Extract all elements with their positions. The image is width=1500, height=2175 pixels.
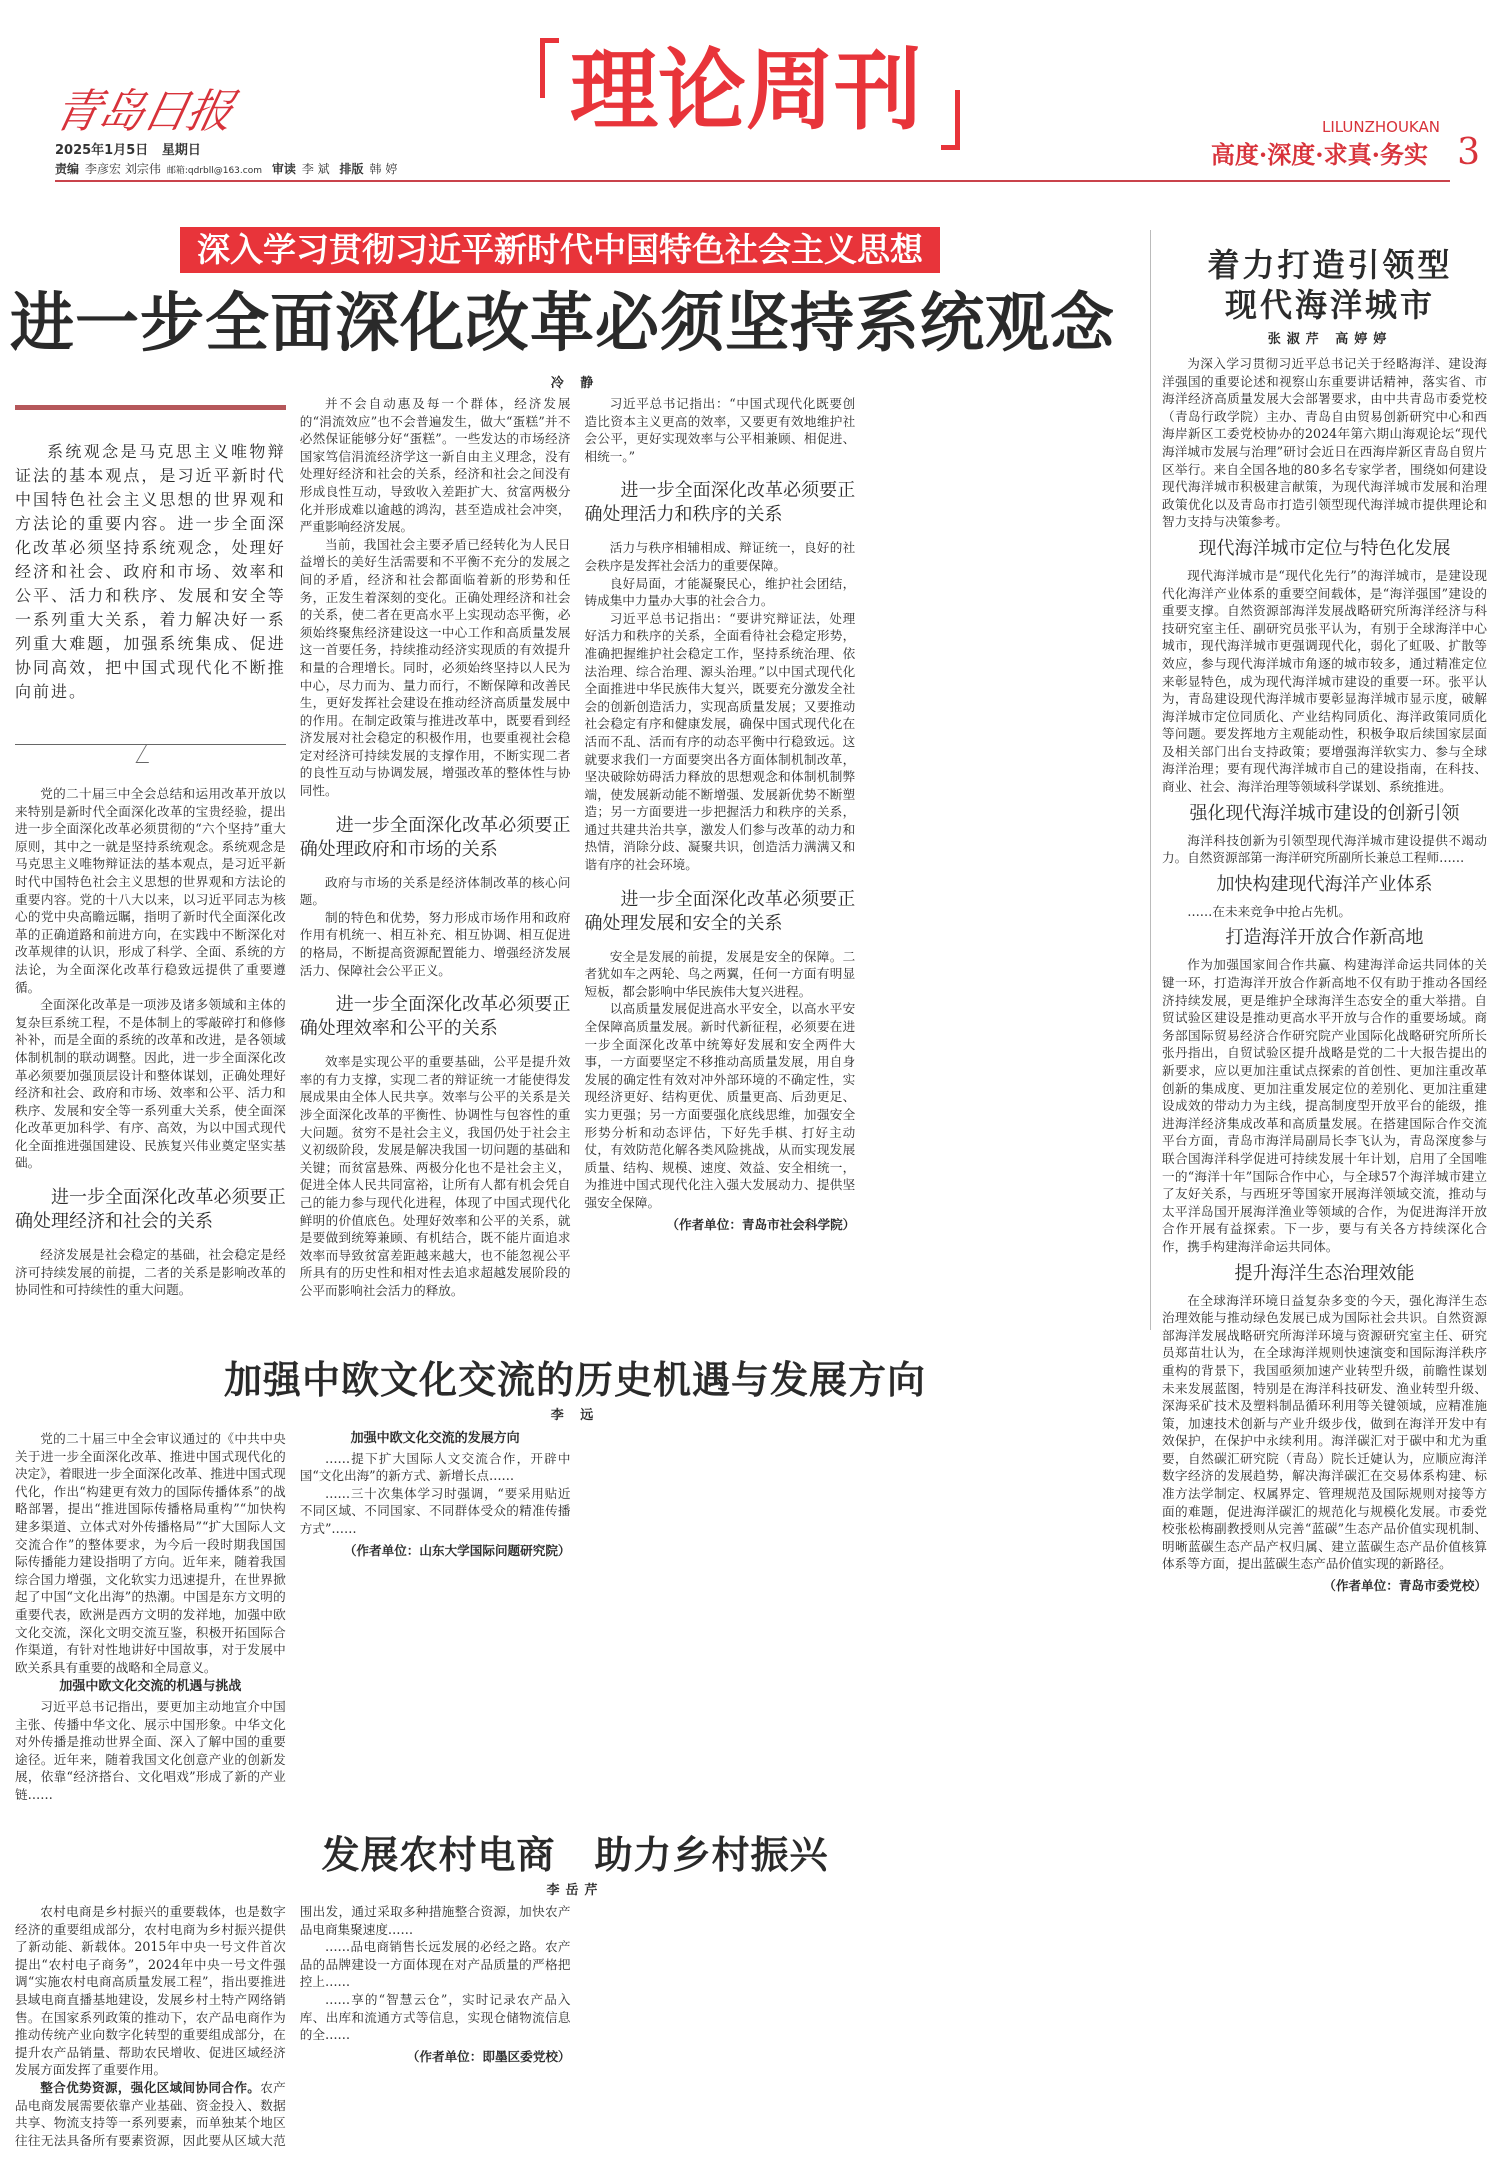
section-heading: 加强中欧文化交流的机遇与挑战 <box>59 1679 242 1695</box>
paragraph: ……享的“智慧云仓”，实时记录农产品入库、出库和流通方式等信息，实现仓储物流信息的全…… <box>299 1991 571 2043</box>
masthead <box>540 30 960 150</box>
section-heading: 进一步全面深化改革必须要正确处理经济和社会的关系 <box>15 1187 286 1233</box>
paragraph: 活力与秩序相辅相成、辩证统一，良好的社会秩序是发挥社会活力的重要保障。 <box>584 540 856 573</box>
section-heading: 提升海洋生态治理效能 <box>1234 1262 1415 1284</box>
paragraph: 现代海洋城市是“现代化先行”的海洋城市，是建设现代化海洋产业体系的重要空间载体，是“海洋强国”建设的重要支撑。自然资源部海洋发展战略研究所海洋经济与科技研究室主任、副研究员张平认为，有别于全球海洋中心城市，现代海洋城市更强调现代化，弱化了虹吸、扩散等效应，参与现代海洋城市角逐的城市较多，通过精准定位来彰显特色，成为现代海洋城市建设的重要一环。张平认为，青岛建设现代海洋城市要彰显海洋城市显示度，破解海洋城市定位同质化、产业结构同质化、海洋政策同质化等问题。要发挥地方主观能动性，积极争取后续国家层面及相关部门出台支持政策；要增强海洋软实力、参与全球海洋治理；要有现代海洋城市自己的建设指南，在科技、商业、社会、海洋治理等领域科学谋划、系统推进。 <box>1162 567 1487 795</box>
paragraph: ……品电商销售长远发展的必经之路。农产品的品牌建设一方面体现在对产品质量的严格把控上…… <box>299 1939 571 1990</box>
issue-date: 2025年1月5日 <box>55 143 149 158</box>
abstract-top-rule <box>15 405 286 410</box>
paragraph: ……在未来竞争中抢占先机。 <box>1187 903 1351 919</box>
main-byline: 冷 静 <box>550 376 600 391</box>
masthead-title: 理论周刊 <box>570 38 923 142</box>
article-abstract <box>15 405 286 769</box>
article-two-body <box>15 1430 1140 1815</box>
paragraph: 习近平总书记指出：“要讲究辩证法，处理好活力和秩序的关系，全面看待社会稳定形势，准确把握维护社会稳定工作，坚持系统治理、依法治理、综合治理、源头治理。”以中国式现代化全面推进中华民族伟大复兴，既要充分激发全社会的创新创造活力，实现高质量发展；又要推动社会稳定有序和健康发展，确保中国式现代化在活而不乱、活而有序的动态平衡中行稳致远。这就要求我们一方面要突出各方面体制机制改革，坚决破除妨碍活力释放的思想观念和体制机制弊端，使发展新动能不断增强、发展新优势不断塑造；另一方面要进一步把握活力和秩序的关系，通过共建共治共享，激发人们参与改革的动力和热情，消除分歧、凝聚共识，创造活力满满又和谐有序的社会环境。 <box>584 610 856 873</box>
section-heading: 现代海洋城市定位与特色化发展 <box>1198 537 1451 559</box>
bracket-right-icon <box>941 90 960 150</box>
editor-email: 邮箱:qdrbll@163.com <box>166 166 262 176</box>
editor-names: 李彦宏 刘宗伟 <box>85 162 161 176</box>
main-article-body <box>15 395 1140 1330</box>
author-affiliation: （作者单位：山东大学国际问题研究院） <box>343 1542 571 1558</box>
bracket-left-icon <box>540 38 559 98</box>
section-heading: 打造海洋开放合作新高地 <box>1225 927 1424 949</box>
article-two-byline: 李 远 <box>550 1408 600 1423</box>
layout-label: 排版 <box>339 162 364 176</box>
article-two-headline: 加强中欧文化交流的历史机遇与发展方向 <box>223 1357 926 1402</box>
column-divider <box>1150 230 1151 1330</box>
column-banner: 深入学习贯彻习近平新时代中国特色社会主义思想 <box>180 227 940 273</box>
page-number: 3 <box>1457 132 1480 173</box>
paragraph-text: 农产品电商发展需要依靠产业基础、资金投入、数据共享、物流支持等一系列要素，而单独某个地区往往无法具备所有要素资源，因此要从区域大范围出发，通过采取多种措施整合资源，加快农产品电商集聚速度…… <box>15 1904 571 2148</box>
section-heading: 加快构建现代海洋产业体系 <box>1216 873 1433 895</box>
right-headline-line2: 现代海洋城市 <box>1224 286 1435 324</box>
paragraph-lead: 整合优势资源，强化区域间协同合作。 <box>40 2079 261 2095</box>
paragraph: 为深入学习贯彻习近平总书记关于经略海洋、建设海洋强国的重要论述和视察山东重要讲话精神，落实省、市海洋经济高质量发展大会部署要求，由中共青岛市委党校（青岛行政学院）主办、青岛自由贸易创新研究中心和西海岸新区工委党校协办的2024年第六期山海观论坛“现代海洋城市发展与治理”研讨会近日在西海岸新区青岛自贸片区举行。来自全国各地的80多名专家学者，围绕如何建设现代海洋城市积极建言献策，为现代海洋城市发展和治理政策优化以及青岛市打造引领型现代海洋城市提供理论和智力支持与决策参考。 <box>1162 356 1487 530</box>
paragraph: 当前，我国社会主要矛盾已经转化为人民日益增长的美好生活需要和不平衡不充分的发展之间的矛盾，经济和社会都面临着新的形势和任务，正发生着深刻的变化。正确处理经济和社会的关系，使二者在更高水平上实现动态平衡，必须始终聚焦经济建设这一中心工作和高质量发展这一首要任务，持续推动经济实现质的有效提升和量的合理增长。同时，必须始终坚持以人民为中心，尽力而为、量力而行，不断保障和改善民生，更好发挥社会建设在推动经济高质量发展中的作用。在制定政策与推进改革中，既要看到经济发展对社会稳定的积极作用，也要重视社会稳定对经济可持续发展的支撑作用，不断实现二者的良性互动与协调发展，增强改革的整体性与协同性。 <box>299 536 571 799</box>
paragraph: 党的二十届三中全会总结和运用改革开放以来特别是新时代全面深化改革的宝贵经验，提出进一步全面深化改革必须贯彻的“六个坚持”重大原则，其中之一就是坚持系统观念。系统观念是马克思主义唯物辩证法的基本观点，是习近平新时代中国特色社会主义思想的世界观和方法论的重要内容。党的十八大以来，以习近平同志为核心的党中央高瞻远瞩，指明了新时代全面深化改革的正确道路和前进方向，在实践中不断深化对改革规律的认识，形成了科学、全面、系统的方法论，为全面深化改革行稳致远提供了重要遵循。 <box>15 786 286 995</box>
paragraph: 海洋科技创新为引领型现代海洋城市建设提供不竭动力。自然资源部第一海洋研究所副所长兼总工程师…… <box>1162 832 1487 866</box>
section-heading: 进一步全面深化改革必须要正确处理活力和秩序的关系 <box>584 480 856 526</box>
paragraph: 习近平总书记指出：“中国式现代化既要创造比资本主义更高的效率，又要更有效地维护社会公平，更好实现效率与公平相兼顾、相促进、相统一。” <box>584 396 856 464</box>
section-heading: 进一步全面深化改革必须要正确处理效率和公平的关系 <box>299 994 571 1040</box>
masthead-pinyin: LILUNZHOUKAN <box>1322 118 1440 136</box>
author-affiliation: （作者单位：即墨区委党校） <box>406 2048 571 2064</box>
right-article-body <box>1162 355 1487 2170</box>
paragraph: 作为加强国家间合作共赢、构建海洋命运共同体的关键一环，打造海洋开放合作新高地不仅有助于推动各国经济持续发展，更是维护全球海洋生态安全的重大举措。自贸试验区建设是推动更高水平开放与合作的重要场域。商务部国际贸易经济合作研究院产业国际化战略研究所所长张丹指出，自贸试验区提升战略是党的二十大报告提出的新要求，应以更加注重试点探索的首创性、更加注重改革创新的集成度、更加注重发展定位的差别化、更加注重建设成效的带动力为主线，提高制度型开放平台的能级，推进海洋经济集成改革和高质量发展。在搭建国际合作交流平台方面，青岛市海洋局副局长李飞认为，青岛深度参与联合国海洋科学促进可持续发展十年计划，启用了全国唯一的“海洋十年”国际合作中心，与全球57个海洋城市建立了友好关系，与西班牙等国家开展海洋领域交流，推动与太平洋岛国开展海洋渔业等领域的合作，为促进海洋开放合作开展有益探索。下一步，要与有关各方持续深化合作，携手构建海洋命运共同体。 <box>1162 957 1487 1254</box>
paragraph: 农村电商是乡村振兴的重要载体，也是数字经济的重要组成部分，农村电商为乡村振兴提供了新动能、新载体。2015年中央一号文件首次提出“农村电子商务”，2024年中央一号文件强调“实施农村电商高质量发展工程”，指出要推进县域电商直播基地建设，发展乡村土特产网络销售。在国家系列政策的推动下，农产品电商作为推动传统产业向数字化转型的重要组成部分，在提升农产品销量、帮助农民增收、促进区域经济发展方面发挥了重要作用。 <box>15 1904 286 2078</box>
masthead-slogan: 高度·深度·求真·务实 <box>1210 140 1428 169</box>
reviewer-name: 李 斌 <box>301 162 330 176</box>
abstract-text: 系统观念是马克思主义唯物辩证法的基本观点，是习近平新时代中国特色社会主义思想的世界观和方法论的重要内容。进一步全面深化改革必须坚持系统观念，处理好经济和社会、政府和市场、效率和公平、活力和秩序、发展和安全等一系列重大关系，着力解决好一系列重大难题，加强系统集成、促进协同高效，把中国式现代化不断推向前进。 <box>15 442 286 701</box>
paragraph: 党的二十届三中全会审议通过的《中共中央关于进一步全面深化改革、推进中国式现代化的决定》，着眼进一步全面深化改革、推进中国式现代化，作出“构建更有效力的国际传播体系”的战略部署，提出“推进国际传播格局重构”“加快构建多渠道、立体式对外传播格局”“扩大国际人文交流合作”的整体要求，为今后一段时期我国国际传播能力建设指明了方向。近年来，随着我国综合国力增强，文化软实力迅速提升，在世界掀起了中国“文化出海”的热潮。中国是东方文明的重要代表，欧洲是西方文明的发祥地，加强中欧文化交流，深化文明交流互鉴，积极开拓国际合作渠道，有针对性地讲好中国故事，对于发展中欧关系具有重要的战略和全局意义。 <box>15 1431 286 1675</box>
paragraph: 良好局面，才能凝聚民心，维护社会团结，铸成集中力量办大事的社会合力。 <box>584 575 856 609</box>
article-three-headline: 发展农村电商 助力乡村振兴 <box>321 1832 829 1877</box>
right-headline <box>1160 245 1500 325</box>
issue-weekday: 星期日 <box>161 143 201 158</box>
paragraph: 政府与市场的关系是经济体制改革的核心问题。 <box>299 874 571 908</box>
layout-editor-name: 韩 婷 <box>369 162 398 176</box>
review-label: 审读 <box>271 162 296 176</box>
section-heading: 进一步全面深化改革必须要正确处理政府和市场的关系 <box>299 814 571 860</box>
section-heading: 进一步全面深化改革必须要正确处理发展和安全的关系 <box>584 888 856 934</box>
editor-label: 责编 <box>55 162 80 176</box>
paragraph: ……三十次集体学习时强调，“要采用贴近不同区域、不同国家、不同群体受众的精准传播方式”…… <box>299 1485 571 1536</box>
article-three-byline: 李岳芹 <box>546 1883 604 1898</box>
paragraph: 安全是发展的前提，发展是安全的保障。二者犹如车之两轮、鸟之两翼，任何一方面有明显短板，都会影响中华民族伟大复兴进程。 <box>584 948 856 999</box>
paragraph: ……提下扩大国际人文交流合作，开辟中国“文化出海”的新方式、新增长点…… <box>299 1450 571 1484</box>
newspaper-logo: 青岛日报 <box>49 84 237 138</box>
paragraph: 效率是实现公平的重要基础，公平是提升效率的有力支撑，实现二者的辩证统一才能使得发展成果由全体人民共享。效率与公平的关系是关涉全面深化改革的平衡性、协调性与包容性的重大问题。贫穷不是社会主义，我国仍处于社会主义初级阶段，发展是解决我国一切问题的基础和关键；而贫富悬殊、两极分化也不是社会主义，促进全体人民共同富裕，让所有人都有机会凭自己的能力参与现代化进程，体现了中国式现代化鲜明的价值底色。处理好效率和公平的关系，就是要做到统筹兼顾、有机结合，既不能片面追求效率而导致贫富差距越来越大，也不能忽视公平所具有的历史性和相对性去追求超越发展阶段的公平而影响社会活力的释放。 <box>299 1054 571 1298</box>
article-three-body <box>15 1903 1140 2173</box>
main-headline: 进一步全面深化改革必须坚持系统观念 <box>10 286 1115 361</box>
paragraph: 在全球海洋环境日益复杂多变的今天，强化海洋生态治理效能与推动绿色发展已成为国际社会共识。自然资源部海洋发展战略研究所海洋环境与资源研究室主任、研究员郑苗壮认为，在全球海洋规则快速演变和国际海洋秩序重构的背景下，我国亟须加速产业转型升级，前瞻性谋划未来发展蓝图，特别是在海洋科技研发、渔业转型升级、深海采矿技术及塑料制品循环利用等关键领域，应精准施策，加速技术创新与产业升级步伐，做到在海洋开发中有效保护，在保护中永续利用。海洋碳汇对于碳中和尤为重要，自然碳汇研究院（青岛）院长迁婕认为，应顺应海洋数字经济的发展趋势，解决海洋碳汇在交易体系构建、标准方法学制定、权属界定、管理规范及国际规则对接等方面的难题，促进海洋碳汇的规范化与规模化发展。市委党校张松梅副教授则从完善“蓝碳”生态产品价值实现机制、明晰蓝碳生态产品产权归属、建立蓝碳生态产品价值核算体系等方面，提出蓝碳生态产品价值实现的新路径。 <box>1162 1292 1487 1572</box>
header-divider <box>55 180 1450 182</box>
paragraph: 并不会自动惠及每一个群体，经济发展的“涓流效应”也不会普遍发生，做大“蛋糕”并不必然保证能够分好“蛋糕”。一些发达的市场经济国家笃信涓流经济学这一新自由主义理念，没有处理好经济和社会的关系，经济和社会之间没有形成良性互动，导致收入差距扩大、贫富两极分化并形成难以逾越的鸿沟，甚至造成社会冲突，严重影响经济发展。 <box>299 396 571 535</box>
section-heading: 加强中欧文化交流的发展方向 <box>350 1431 520 1446</box>
abstract-bottom-rule <box>15 744 286 769</box>
dateline <box>55 143 201 159</box>
paragraph: 以高质量发展促进高水平安全，以高水平安全保障高质量发展。新时代新征程，必须要在进一步全面深化改革中统筹好发展和安全两件大事，一方面要坚定不移推动高质量发展，用自身发展的确定性有效对冲外部环境的不确定性，实现经济更好、结构更优、质量更高、后劲更足、实力更强；另一方面要强化底线思维，加强安全形势分析和动态评估，下好先手棋、打好主动仗，有效防范化解各类风险挑战，从而实现发展质量、结构、规模、速度、效益、安全相统一，为推进中国式现代化注入强大发展动力、提供坚强安全保障。 <box>584 1001 856 1210</box>
right-headline-line1: 着力打造引领型 <box>1207 246 1453 284</box>
paragraph: 全面深化改革是一项涉及诸多领域和主体的复杂巨系统工程，不是体制上的零敲碎打和修修补补，而是全面的系统的改革和改进，是各领域体制机制的联动调整。因此，进一步全面深化改革必须要加强顶层设计和整体谋划，正确处理好经济和社会、政府和市场、效率和公平、活力和秩序、发展和安全等一系列重大关系，使全面深化改革更加科学、有序、高效，为以中国式现代化全面推进强国建设、民族复兴伟业奠定坚实基础。 <box>15 997 286 1171</box>
author-affiliation: （作者单位：青岛市委党校） <box>1323 1578 1487 1594</box>
editor-credits <box>55 162 403 179</box>
paragraph: 习近平总书记指出，要更加主动地宣介中国主张、传播中华文化、展示中国形象。中华文化对外传播是推动世界全面、深入了解中国的重要途径。近年来，随着我国文化创意产业的创新发展，依靠“经济搭台、文化唱戏”形成了新的产业链…… <box>15 1698 286 1802</box>
author-affiliation: （作者单位：青岛市社会科学院） <box>666 1216 856 1232</box>
paragraph: 经济发展是社会稳定的基础，社会稳定是经济可持续发展的前提，二者的关系是影响改革的协同性和可持续性的重大问题。 <box>15 1247 286 1298</box>
section-heading: 强化现代海洋城市建设的创新引领 <box>1189 802 1460 824</box>
right-byline: 张淑芹 高婷婷 <box>1267 332 1393 347</box>
paragraph: 制的特色和优势，努力形成市场作用和政府作用有机统一、相互补充、相互协调、相互促进的格局，不断提高资源配置能力、增强经济发展活力、保障社会公平正义。 <box>299 909 571 978</box>
